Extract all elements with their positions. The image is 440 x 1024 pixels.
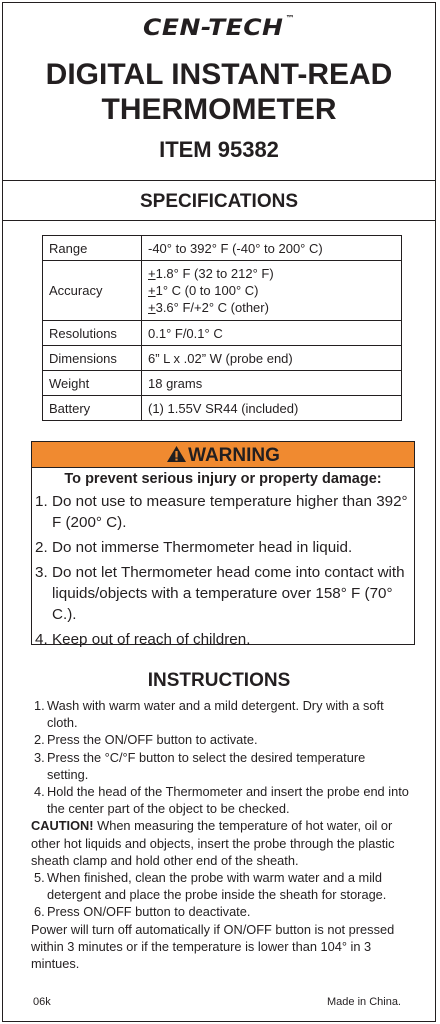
product-title xyxy=(3,57,435,127)
instruction-step xyxy=(31,869,409,903)
spec-value: -40° to 392° F (-40° to 200° C) xyxy=(142,236,402,261)
plus-minus-sign: + xyxy=(148,266,156,281)
accuracy-text: 1.8° F (32 to 212° F) xyxy=(155,266,274,281)
item-number-label: 4. xyxy=(35,631,48,648)
item-text: Do not immerse Thermometer head in liquid. xyxy=(52,539,353,556)
item-text: Do not let Thermometer head come into contact with liquids/objects with a temperature over 158° F (70° C.). xyxy=(52,564,405,623)
caution-text: When measuring the temperature of hot water, oil or other hot liquids and objects, insert the probe through the plastic sheath clamp and hold other end of the sheath. xyxy=(31,818,395,868)
spec-label: Battery xyxy=(43,396,142,421)
item-number: ITEM 95382 xyxy=(159,137,279,162)
warning-triangle-icon xyxy=(166,445,187,463)
step-number: 5. xyxy=(34,870,45,886)
specifications-heading: SPECIFICATIONS xyxy=(140,191,298,212)
brand-name: CEN-TECH xyxy=(143,14,284,41)
footer-code: 06k xyxy=(33,996,51,1008)
table-row xyxy=(43,261,402,321)
table-row xyxy=(43,236,402,261)
table-row xyxy=(43,321,402,346)
accuracy-line xyxy=(148,299,395,316)
list-item xyxy=(32,491,414,533)
instruction-step xyxy=(31,783,409,817)
item-number-label: 1. xyxy=(35,493,48,510)
step-number: 2. xyxy=(34,732,45,748)
spec-value: 0.1° F/0.1° C xyxy=(142,321,402,346)
warning-list xyxy=(32,491,414,650)
step-text: Press the ON/OFF button to activate. xyxy=(47,732,258,748)
instruction-step xyxy=(31,749,409,783)
spec-value: (1) 1.55V SR44 (included) xyxy=(142,396,402,421)
spec-value: 6” L x .02” W (probe end) xyxy=(142,346,402,371)
list-item xyxy=(32,629,414,650)
warning-box xyxy=(31,441,415,648)
divider xyxy=(3,220,435,221)
brand-logo xyxy=(3,14,435,40)
plus-minus-sign: + xyxy=(148,300,156,315)
caution-paragraph xyxy=(31,817,409,869)
product-title-line1: DIGITAL INSTANT-READ xyxy=(45,58,393,91)
step-number: 1. xyxy=(34,698,45,713)
trademark-symbol: ™ xyxy=(285,14,295,24)
step-number: 4. xyxy=(34,784,45,800)
specifications-table xyxy=(42,235,402,421)
warning-subtitle: To prevent serious injury or property damage: xyxy=(64,471,382,487)
spec-label: Range xyxy=(43,236,142,261)
header xyxy=(3,3,435,181)
step-number: 3. xyxy=(34,749,45,765)
instruction-step xyxy=(31,903,409,920)
plus-minus-sign: + xyxy=(148,283,156,298)
accuracy-text: 1° C (0 to 100° C) xyxy=(155,283,259,298)
instruction-card xyxy=(2,2,436,1022)
list-item xyxy=(32,537,414,558)
item-text: Keep out of reach of children. xyxy=(52,631,251,648)
spec-label: Accuracy xyxy=(43,261,142,321)
product-title-line2: THERMOMETER xyxy=(101,93,337,126)
step-text: Hold the head of the Thermometer and insert the probe end into the center part of the object to be checked. xyxy=(47,784,409,817)
footer-origin: Made in China. xyxy=(327,996,401,1008)
table-row xyxy=(43,371,402,396)
spec-value xyxy=(142,261,402,321)
warning-bar xyxy=(32,442,414,468)
item-text: Do not use to measure temperature higher than 392° F (200° C). xyxy=(52,493,408,531)
spec-label: Resolutions xyxy=(43,321,142,346)
instructions-body xyxy=(31,697,409,972)
step-text: Wash with warm water and a mild detergent. Dry with a soft cloth. xyxy=(47,698,384,731)
step-text: Press the °C/°F button to select the desired temperature setting. xyxy=(47,749,366,782)
spec-value: 18 grams xyxy=(142,371,402,396)
step-text: Press ON/OFF button to deactivate. xyxy=(47,904,251,920)
table-row xyxy=(43,346,402,371)
table-row xyxy=(43,396,402,421)
step-number: 6. xyxy=(34,904,45,920)
spec-label: Dimensions xyxy=(43,346,142,371)
instructions-heading: INSTRUCTIONS xyxy=(147,670,291,691)
accuracy-line xyxy=(148,265,395,282)
item-number-label: 2. xyxy=(35,539,48,556)
accuracy-text: 3.6° F/+2° C (other) xyxy=(155,300,269,315)
accuracy-line xyxy=(148,282,395,299)
list-item xyxy=(32,562,414,625)
caution-label: CAUTION! xyxy=(31,818,94,834)
instruction-step xyxy=(31,731,409,748)
auto-off-note: Power will turn off automatically if ON/OFF button is not pressed within 3 minutes or if the temperature is lower than 104° in 3 mintues. xyxy=(31,921,395,972)
spec-label: Weight xyxy=(43,371,142,396)
instruction-step xyxy=(31,697,409,731)
step-text: When finished, clean the probe with warm water and a mild detergent and place the probe inside the sheath for storage. xyxy=(47,870,387,903)
warning-title: WARNING xyxy=(188,445,280,466)
item-number-label: 3. xyxy=(35,564,48,581)
